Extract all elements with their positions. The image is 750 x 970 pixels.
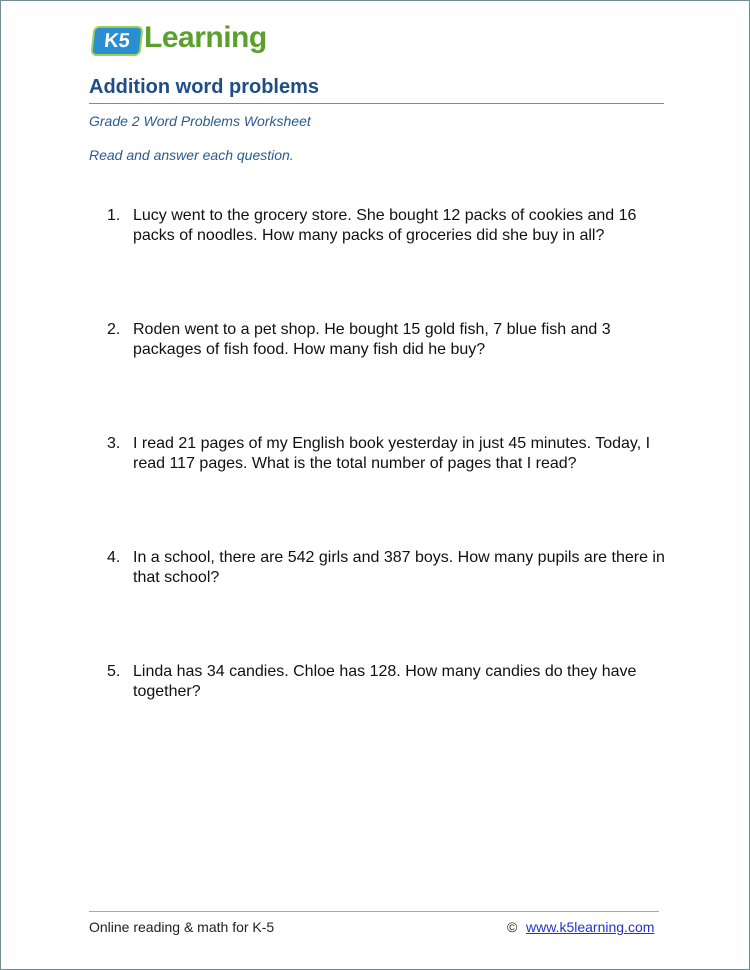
question-number: 1. (107, 207, 121, 224)
footer-tagline: Online reading & math for K-5 (89, 919, 275, 935)
question-text: Linda has 34 candies. Chloe has 128. How many candies do they have together? (133, 663, 637, 700)
question-text: Roden went to a pet shop. He bought 15 gold fish, 7 blue fish and 3 packages of fish food. How many fish did he buy? (133, 321, 611, 358)
question-number: 5. (107, 663, 121, 680)
question-number: 2. (107, 321, 121, 338)
k5-learning-logo (92, 16, 267, 56)
question-2 (107, 320, 667, 360)
website-link[interactable]: www.k5learning.com (526, 919, 655, 935)
instructions: Read and answer each question. (89, 147, 294, 163)
question-3 (107, 434, 667, 474)
question-text: I read 21 pages of my English book yesterday in just 45 minutes. Today, I read 117 pages. What is the total number of pages that I read? (133, 435, 651, 472)
question-number: 3. (107, 435, 121, 452)
copyright-symbol: © (507, 919, 518, 935)
question-5 (107, 662, 667, 702)
question-text: Lucy went to the grocery store. She bought 12 packs of cookies and 16 packs of noodles. How many packs of groceries did she buy in all? (133, 207, 637, 244)
logo-word: Learning (144, 21, 267, 54)
subtitle: Grade 2 Word Problems Worksheet (89, 113, 311, 129)
question-text: In a school, there are 542 girls and 387 boys. How many pupils are there in that school? (133, 549, 665, 586)
question-number: 4. (107, 549, 121, 566)
question-1 (107, 206, 667, 246)
question-4 (107, 548, 667, 588)
page-title: Addition word problems (89, 76, 319, 98)
title-divider (89, 103, 664, 104)
footer-divider (89, 911, 659, 912)
logo-badge: K5 (90, 26, 143, 56)
